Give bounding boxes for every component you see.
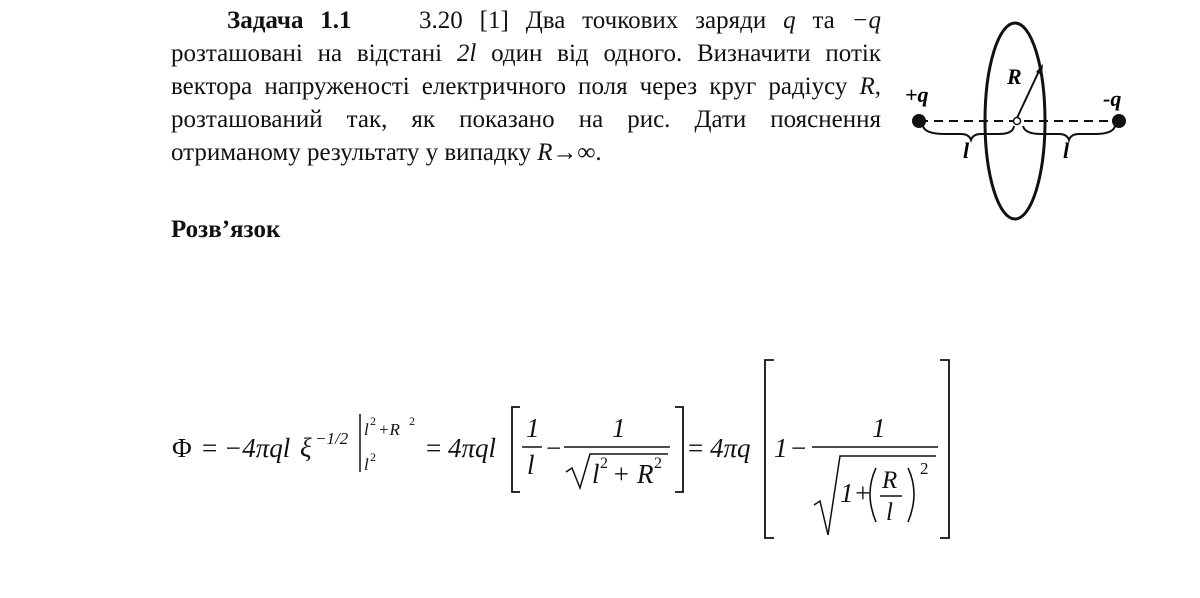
solution-heading: Розв’язок (171, 216, 281, 243)
upper-limit-plus-R: +R (378, 420, 400, 439)
charge-q: q (783, 7, 796, 34)
xi-exponent: −1/2 (315, 429, 349, 448)
center-point (1014, 118, 1021, 125)
problem-title: Задача 1.1 (227, 7, 352, 34)
equals-2: = (426, 433, 442, 463)
upper-limit-l: l (364, 420, 369, 439)
xi-symbol: ξ (300, 433, 312, 463)
sqrt-exp-1: 2 (600, 455, 608, 472)
one-term: 1 (774, 433, 788, 463)
problem-text-2: та (795, 7, 852, 34)
label-minus-q: -q (1103, 86, 1122, 111)
limit-R-infinity: R→∞ (537, 139, 596, 166)
bracket-right-2 (940, 360, 949, 538)
coefficient-minus-4piql: −4πql (224, 433, 291, 463)
label-plus-q: +q (905, 82, 929, 107)
sqrt-plus-R: + R (612, 459, 654, 489)
fraction-2-numerator: 1 (612, 413, 626, 443)
lower-limit-exp: 2 (370, 450, 376, 464)
minus-sign-2: − (791, 433, 807, 463)
sqrt-l: l (592, 459, 600, 489)
phi-symbol: Φ (172, 433, 192, 463)
problem-statement (171, 4, 881, 169)
problem-text-6: . (595, 139, 602, 166)
minus-sign-1: − (546, 433, 562, 463)
label-l-right: l (1063, 138, 1070, 163)
problem-figure (895, 6, 1145, 221)
label-l-left: l (963, 138, 970, 163)
inner-one-plus: 1+ (840, 478, 872, 508)
problem-text-4: один від одного. Визначити потік вектора напруженості електричного поля через круг радіусу (171, 40, 881, 100)
problem-text-1: Два точкових заряди (525, 7, 784, 34)
charge-minus-q: −q (851, 7, 882, 34)
equals-3: = (688, 433, 704, 463)
equals-1: = (202, 433, 218, 463)
figure-diagram (895, 6, 1145, 221)
label-R: R (1007, 64, 1022, 89)
problem-text-5: , розташований так, як показано на рис. Дати пояснення отриманому результату у випадку (171, 73, 881, 166)
fraction-1-denominator: l (527, 450, 535, 480)
distance-2l: 2l (456, 40, 477, 67)
bracket-right-1 (675, 407, 683, 492)
coefficient-4piql: 4πql (448, 433, 497, 463)
upper-limit-exp-1: 2 (370, 414, 376, 428)
inner-l: l (886, 499, 893, 526)
inner-exponent: 2 (920, 459, 929, 478)
fraction-3-numerator: 1 (872, 413, 886, 443)
upper-limit-exp-2: 2 (409, 414, 415, 428)
formula-svg (160, 350, 980, 550)
paren-right (908, 468, 914, 522)
problem-reference: 3.20 [1] (419, 7, 509, 34)
problem-text-3: розташовані на відстані (171, 40, 457, 67)
coefficient-4piq: 4πq (710, 433, 751, 463)
fraction-1-numerator: 1 (526, 413, 540, 443)
lower-limit-l: l (364, 455, 369, 474)
sqrt-sign-2 (814, 456, 936, 535)
radius-R: R (859, 73, 875, 100)
bracket-left-1 (512, 407, 520, 492)
sqrt-exp-2: 2 (654, 455, 662, 472)
bracket-left-2 (765, 360, 774, 538)
flux-formula (160, 350, 980, 550)
inner-R: R (882, 467, 898, 494)
